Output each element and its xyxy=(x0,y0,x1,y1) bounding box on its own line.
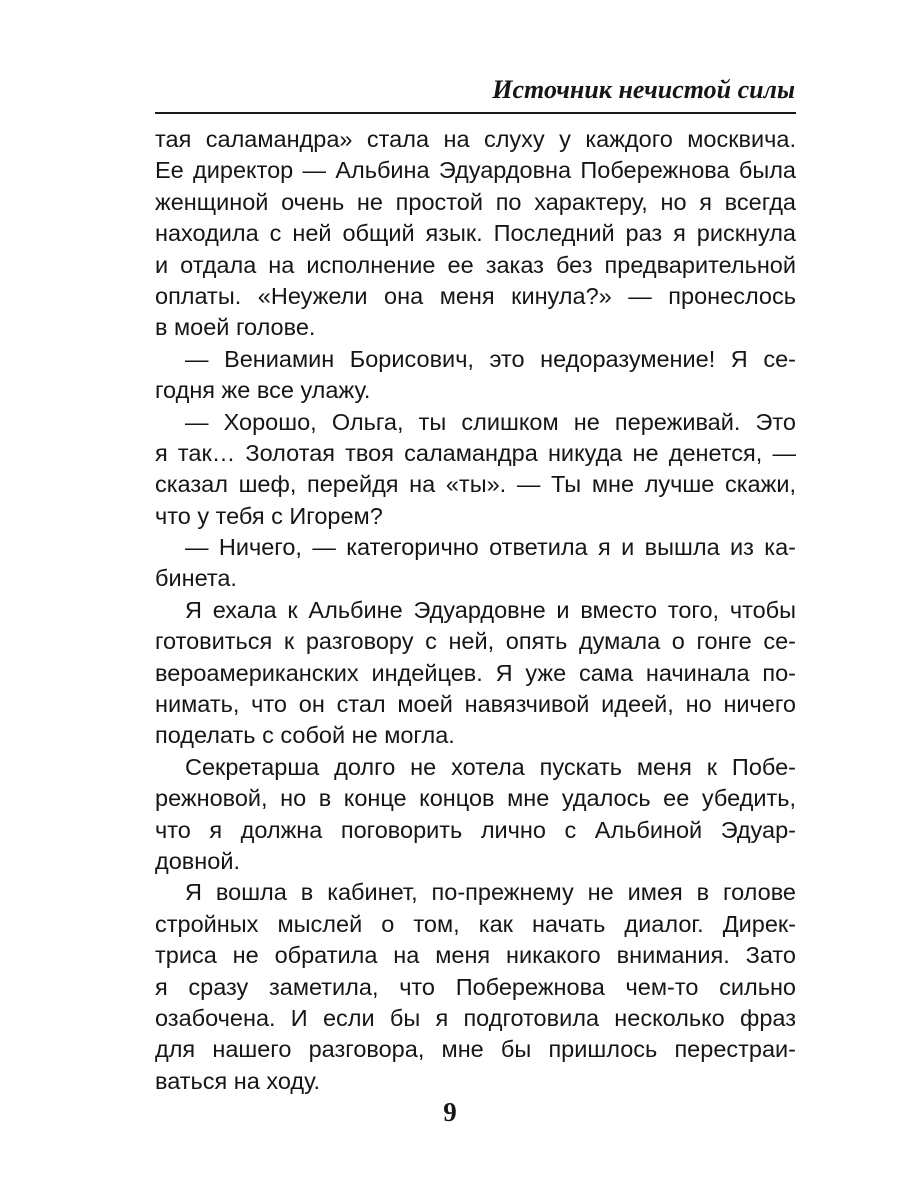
text-line: режновой, но в конце концов мне удалось ее убедить, xyxy=(155,785,796,812)
text-line: женщиной очень не простой по характеру, но я всегда xyxy=(155,188,796,215)
text-line: триса не обратила на меня никакого внимания. Зато xyxy=(155,942,796,969)
text-line: что я должна поговорить лично с Альбиной Эдуар- xyxy=(155,816,796,843)
running-head-title: Источник нечистой силы xyxy=(492,75,795,104)
page-number: 9 xyxy=(443,1097,457,1127)
text-line: ваться на ходу. xyxy=(155,1067,321,1094)
text-line: Я вошла в кабинет, по-прежнему не имея в голове xyxy=(185,879,796,906)
text-line: для нашего разговора, мне бы пришлось перестраи- xyxy=(155,1036,796,1063)
text-line: — Хорошо, Ольга, ты слишком не переживай. Это xyxy=(185,408,796,435)
text-line: Я ехала к Альбине Эдуардовне и вместо того, чтобы xyxy=(185,596,796,623)
text-line: вероамериканских индейцев. Я уже сама начинала по- xyxy=(155,659,796,686)
text-line: я сразу заметила, что Побережнова чем-то сильно xyxy=(155,973,796,1000)
text-line: сказал шеф, перейдя на «ты». — Ты мне лучше скажи, xyxy=(155,471,796,498)
header-rule xyxy=(155,112,796,114)
text-line: — Ничего, — категорично ответила я и вышла из ка- xyxy=(185,534,796,561)
text-line: находила с ней общий язык. Последний раз я рискнула xyxy=(155,220,796,247)
text-line: — Вениамин Борисович, это недоразумение! Я се- xyxy=(185,345,796,372)
text-line: тая саламандра» стала на слуху у каждого москвича. xyxy=(155,126,796,152)
text-line: Секретарша долго не хотела пускать меня к Побе- xyxy=(185,753,796,780)
text-line: что у тебя с Игорем? xyxy=(155,502,383,529)
text-line: Ее директор — Альбина Эдуардовна Побережнова была xyxy=(155,157,796,184)
text-line: бинета. xyxy=(155,565,237,592)
text-line: и отдала на исполнение ее заказ без предварительной xyxy=(155,251,796,278)
text-line: готовиться к разговору с ней, опять думала о гонге се- xyxy=(155,628,796,655)
text-line: в моей голове. xyxy=(155,314,316,341)
text-line: оплаты. «Неужели она меня кинула?» — пронеслось xyxy=(155,282,796,309)
text-line: годня же все улажу. xyxy=(155,377,371,404)
text-line: я так… Золотая твоя саламандра никуда не денется, — xyxy=(155,439,796,466)
text-line: поделать с собой не могла. xyxy=(155,722,455,749)
text-line: довной. xyxy=(155,847,240,874)
text-line: озабочена. И если бы я подготовила несколько фраз xyxy=(155,1004,796,1031)
body-text xyxy=(155,124,796,1097)
text-line: стройных мыслей о том, как начать диалог. Дирек- xyxy=(155,910,796,937)
text-line: нимать, что он стал моей навязчивой идеей, но ничего xyxy=(155,691,796,718)
